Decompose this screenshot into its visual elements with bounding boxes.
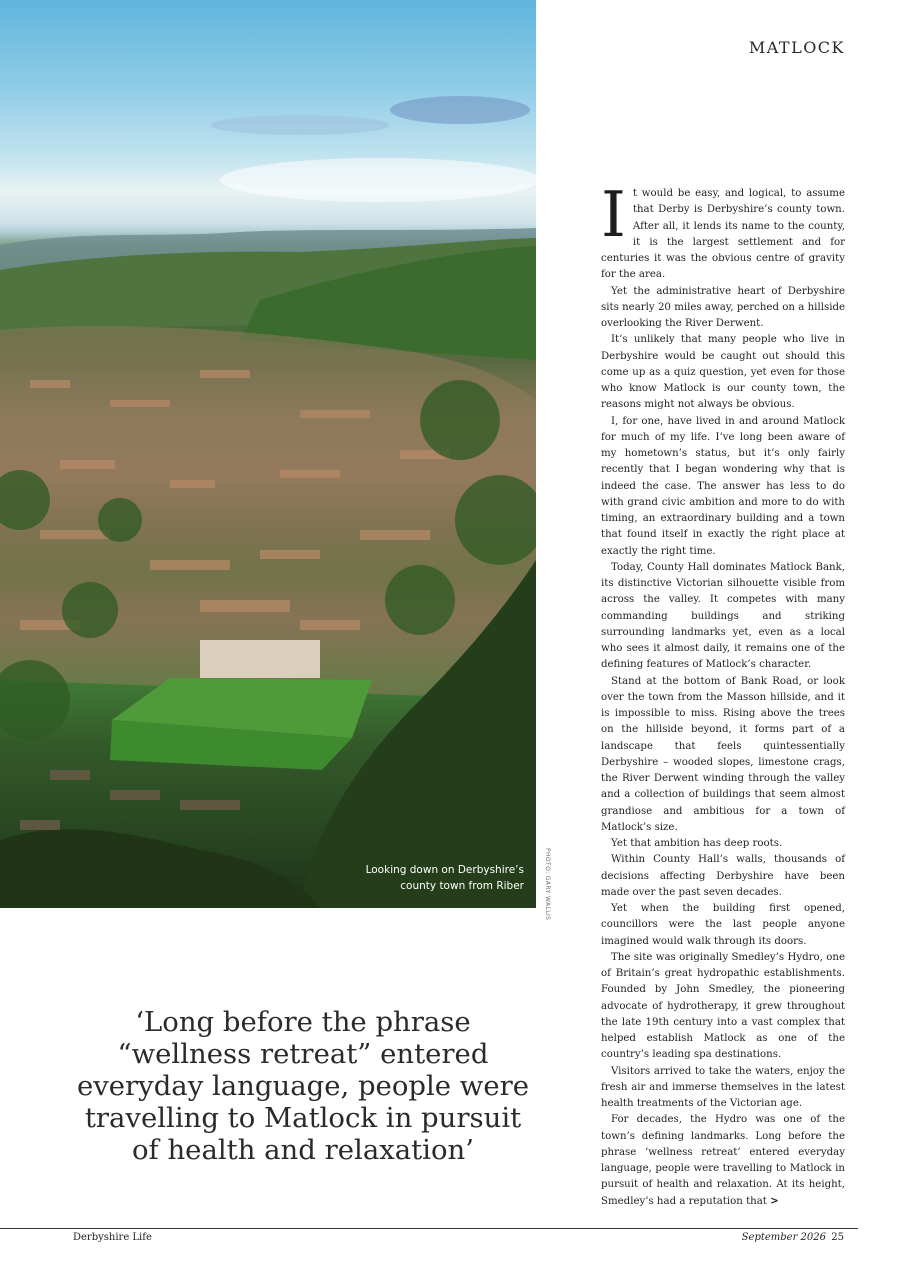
footer-rule	[0, 1228, 858, 1229]
photo-credit: PHOTO: GARY WALLIS	[544, 848, 551, 921]
hero-photo	[0, 0, 536, 908]
footer-publication: Derbyshire Life	[73, 1232, 152, 1243]
article-paragraph: Within County Hall’s walls, thousands of decisions affecting Derbyshire have been made over the past seven decades.	[601, 854, 845, 898]
continue-arrow-icon: >	[770, 1195, 779, 1207]
page-number: 25	[831, 1232, 844, 1243]
article-paragraph: Visitors arrived to take the waters, enjoy the fresh air and immerse themselves in the latest health treatments of the Victorian age.	[601, 1065, 845, 1109]
article-paragraph: Yet when the building first opened, councillors were the last people anyone imagined would walk through its doors.	[601, 903, 845, 947]
pull-quote: ‘Long before the phrase “wellness retreat” entered everyday language, people were travelling to Matlock in pursuit of health and relaxation’	[76, 1006, 530, 1166]
article-paragraph: Stand at the bottom of Bank Road, or look over the town from the Masson hillside, and it is impossible to miss. Rising above the trees on the hillside beyond, it forms part of a landscape that feels quintessentially Derbyshire – wooded slopes, limestone crags, the River Derwent winding through the valley and a collection of buildings that seem almost grandiose and ambitious for a town of Matlock’s size.	[601, 675, 845, 833]
photo-caption: Looking down on Derbyshire’s county town from Riber	[365, 864, 524, 892]
article-paragraph: I, for one, have lived in and around Matlock for much of my life. I’ve long been aware of my hometown’s status, but it’s only fairly recently that I began wondering why that is indeed the case. The answer has less to do with grand civic ambition and more to do with timing, an extraordinary building and a town that found itself in exactly the right place at exactly the right time.	[601, 415, 845, 557]
drop-cap: I	[601, 178, 626, 251]
article-paragraph: Yet that ambition has deep roots.	[611, 838, 783, 849]
article-paragraph: For decades, the Hydro was one of the town’s defining landmarks. Long before the phrase ‘wellness retreat’ entered everyday language, people were travelling to Matlock in pursuit of health and relaxation. At its height, Smedley’s had a reputation that >	[601, 1114, 845, 1207]
article-paragraph: Yet the administrative heart of Derbyshire sits nearly 20 miles away, perched on a hillside overlooking the River Derwent.	[601, 285, 845, 329]
landscape-illustration	[0, 0, 536, 908]
article-paragraph: It’s unlikely that many people who live in Derbyshire would be caught out should this come up as a quiz question, yet even for those who know Matlock is our county town, the reasons might not always be obvious.	[601, 334, 845, 411]
article-paragraph: It would be easy, and logical, to assume that Derby is Derbyshire’s county town. After all, it lends its name to the county, it is the largest settlement and for centuries it was the obvious centre of gravity for the area.	[601, 178, 845, 281]
article-body	[601, 178, 845, 1210]
footer-date: September 2026	[741, 1232, 826, 1243]
article-paragraph: The site was originally Smedley’s Hydro, one of Britain’s great hydropathic establishments. Founded by John Smedley, the pioneering advocate of hydrotherapy, it grew throughout the late 19th century into a vast complex that helped establish Matlock as one of the country’s leading spa destinations.	[601, 951, 845, 1061]
section-title: MATLOCK	[748, 38, 845, 57]
article-paragraph: Today, County Hall dominates Matlock Bank, its distinctive Victorian silhouette visible from across the valley. It competes with many commanding buildings and striking surrounding landmarks yet, even as a local who sees it almost daily, it remains one of the defining features of Matlock’s character.	[601, 561, 845, 671]
